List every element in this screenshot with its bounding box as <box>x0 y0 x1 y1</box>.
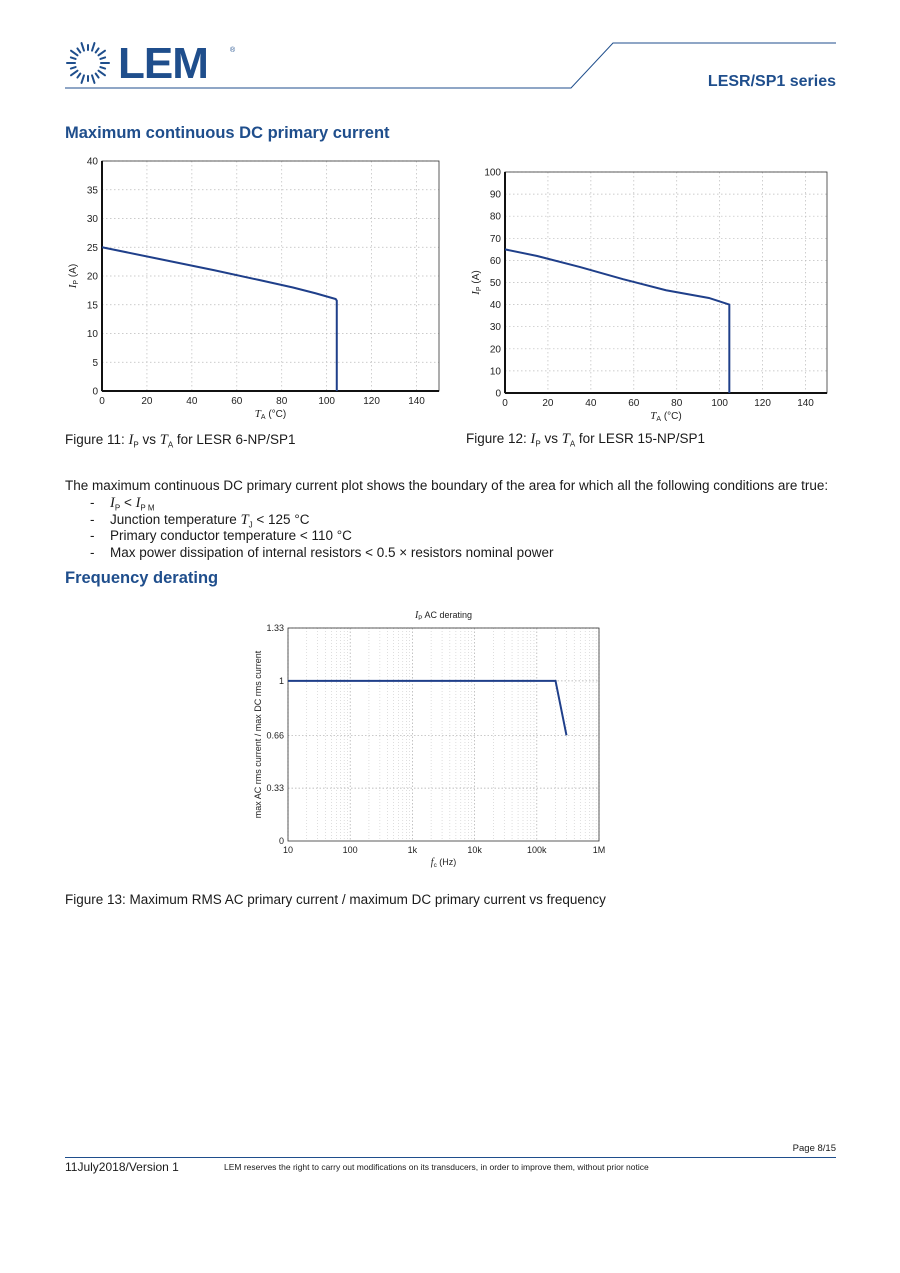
x-tick-label: 80 <box>276 396 288 407</box>
y-tick-label: 20 <box>86 271 98 283</box>
x-tick-label: 0 <box>502 398 508 409</box>
conditions-list <box>90 495 553 561</box>
x-tick-label: 0 <box>99 396 105 407</box>
x-tick-label: 80 <box>671 398 683 409</box>
svg-text:®: ® <box>230 47 236 54</box>
y-tick-label: 0 <box>278 836 284 846</box>
footer-divider <box>65 1157 836 1158</box>
y-axis-label: max AC rms current / max DC rms current <box>253 650 263 819</box>
y-tick-label: 1 <box>278 675 284 686</box>
y-tick-label: 25 <box>86 242 98 254</box>
y-tick-label: 60 <box>489 255 501 267</box>
list-item: - Max power dissipation of internal resistors < 0.5 × resistors nominal power <box>90 544 554 560</box>
y-tick-label: 5 <box>92 357 98 369</box>
y-tick-label: 70 <box>489 233 501 245</box>
logo-text: LEM <box>118 39 208 88</box>
y-tick-label: 0 <box>495 388 501 400</box>
y-tick-label: 80 <box>489 211 501 223</box>
y-tick-label: 35 <box>86 185 98 197</box>
x-tick-label: 140 <box>408 396 425 407</box>
x-tick-label: 40 <box>186 396 198 407</box>
x-tick-label: 120 <box>754 398 771 409</box>
x-tick-label: 100k <box>527 845 547 855</box>
x-tick-label: 100 <box>318 396 336 407</box>
series-title: LESR/SP1 series <box>707 73 836 90</box>
plot-frame <box>288 628 599 841</box>
series-line <box>505 249 729 393</box>
x-tick-label: 140 <box>797 398 814 409</box>
chart-ac-derating <box>245 604 615 874</box>
list-item: - $I_P < I_{P M}$ <box>90 495 155 513</box>
x-tick-label: 1M <box>592 845 606 855</box>
list-item: - Junction temperature $T_J < 125$ °C <box>90 511 310 530</box>
y-tick-label: 30 <box>489 322 501 334</box>
x-tick-label: 10 <box>282 845 294 855</box>
y-tick-label: 40 <box>86 156 98 168</box>
y-tick-label: 40 <box>489 300 501 312</box>
y-tick-label: 10 <box>86 329 98 340</box>
y-axis-label: $I_P$ (A) <box>470 270 483 295</box>
chart-ip-vs-ta-6np <box>60 150 450 425</box>
section-title-max-dc: Maximum continuous DC primary current <box>65 124 390 142</box>
list-item: - Primary conductor temperature < 110 °C <box>90 528 352 543</box>
x-tick-label: 1k <box>407 845 418 855</box>
series-line <box>288 681 566 735</box>
x-tick-label: 10k <box>467 845 482 855</box>
figure-12-caption: Figure 12: $I_P$ vs $T_A$ for LESR 15-NP/SP1 <box>466 431 705 449</box>
y-tick-label: 0.33 <box>266 783 284 794</box>
conditions-paragraph: The maximum continuous DC primary current plot shows the boundary of the area for which all the following conditions are true: <box>65 478 829 493</box>
figure-13-caption: Figure 13: Maximum RMS AC primary current / maximum DC primary current vs frequency <box>65 892 606 907</box>
x-axis-label: $T_A$ (°C) <box>650 410 682 423</box>
lem-logo <box>66 38 241 88</box>
y-tick-label: 20 <box>489 344 501 356</box>
series-line <box>102 247 337 391</box>
y-tick-label: 15 <box>86 300 98 312</box>
y-tick-label: 90 <box>489 189 501 201</box>
x-tick-label: 60 <box>231 396 243 407</box>
x-tick-label: 40 <box>585 398 597 409</box>
y-tick-label: 0 <box>92 386 98 398</box>
y-tick-label: 100 <box>484 167 501 179</box>
x-tick-label: 100 <box>711 398 729 409</box>
y-tick-label: 10 <box>489 366 501 378</box>
chart-ip-vs-ta-15np <box>462 162 837 424</box>
sunburst-icon <box>67 43 109 83</box>
x-tick-label: 20 <box>542 398 554 409</box>
x-tick-label: 120 <box>363 396 380 407</box>
x-tick-label: 100 <box>342 845 358 855</box>
x-axis-label: $T_A$ (°C) <box>254 408 287 421</box>
x-tick-label: 20 <box>141 396 153 407</box>
y-axis-label: $I_P$ (A) <box>67 263 80 289</box>
page-number: Page 8/15 <box>792 1143 836 1154</box>
y-tick-label: 1.33 <box>266 623 284 633</box>
y-tick-label: 30 <box>86 214 98 225</box>
chart-title: $I_P$ AC derating <box>414 610 473 622</box>
y-tick-label: 0.66 <box>266 730 284 741</box>
footer-disclaimer: LEM reserves the right to carry out modifications on its transducers, in order to improve them, without prior notice <box>224 1162 649 1172</box>
x-tick-label: 60 <box>628 398 640 409</box>
figure-11-caption: Figure 11: $I_P$ vs $T_A$ for LESR 6-NP/SP1 <box>65 432 296 450</box>
footer-date-version: 11July2018/Version 1 <box>65 1160 179 1174</box>
y-tick-label: 50 <box>489 278 501 289</box>
x-axis-label: $f_c$ (Hz) <box>430 857 457 869</box>
section-title-frequency-derating: Frequency derating <box>65 569 219 587</box>
